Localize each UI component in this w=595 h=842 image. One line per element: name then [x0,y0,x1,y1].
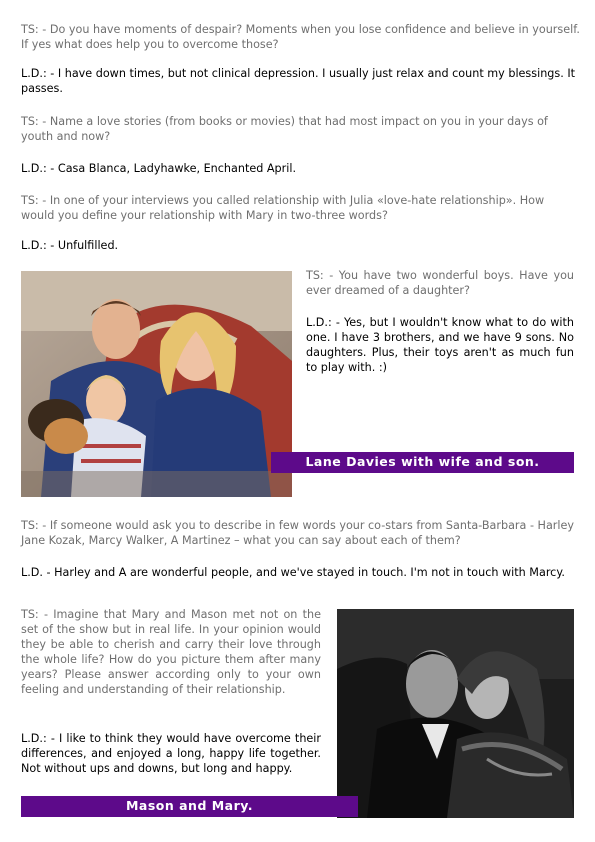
question-3: TS: - In one of your interviews you called relationship with Julia «love-hate relationship». How would you define your relationship with Mary in two-three words? [21,194,545,222]
answer-3: L.D.: - Unfulfilled. [21,239,119,252]
question-1: TS: - Do you have moments of despair? Moments when you lose confidence and believe in yourself. If yes what does help you to overcome those? [21,23,580,51]
answer-6: L.D.: - I like to think they would have overcome their differences, and enjoyed a long, happy life together. Not without ups and downs, but long and happy. [21,732,321,775]
answer-2: L.D.: - Casa Blanca, Ladyhawke, Enchanted April. [21,162,297,175]
family-photo [21,271,292,497]
question-2: TS: - Name a love stories (from books or movies) that had most impact on you in your days of youth and now? [21,115,548,143]
couple-photo [337,609,574,818]
question-5: TS: - If someone would ask you to describe in few words your co-stars from Santa-Barbara - Harley Jane Kozak, Marcy Walker, A Martinez – what you can say about each of them? [21,519,575,547]
photo-caption-family: Lane Davies with wife and son. [271,452,574,473]
answer-4: L.D.: - Yes, but I wouldn't know what to do with one. I have 3 brothers, and we have 9 sons. No daughters. Plus, their toys aren't as much fun to play with. :) [306,316,574,374]
answer-5: L.D. - Harley and A are wonderful people, and we've stayed in touch. I'm not in touch with Marcy. [21,566,565,579]
answer-1: L.D.: - I have down times, but not clinical depression. I usually just relax and count my blessings. It passes. [21,67,576,95]
question-6: TS: - Imagine that Mary and Mason met not on the set of the show but in real life. In your opinion would they be able to cherish and carry their love through the whole life? How do you picture them after many years? Please answer according only to your own feeling and understanding of their relationship. [21,608,321,696]
photo-caption-couple: Mason and Mary. [21,796,358,817]
question-4: TS: - You have two wonderful boys. Have you ever dreamed of a daughter? [306,269,574,297]
